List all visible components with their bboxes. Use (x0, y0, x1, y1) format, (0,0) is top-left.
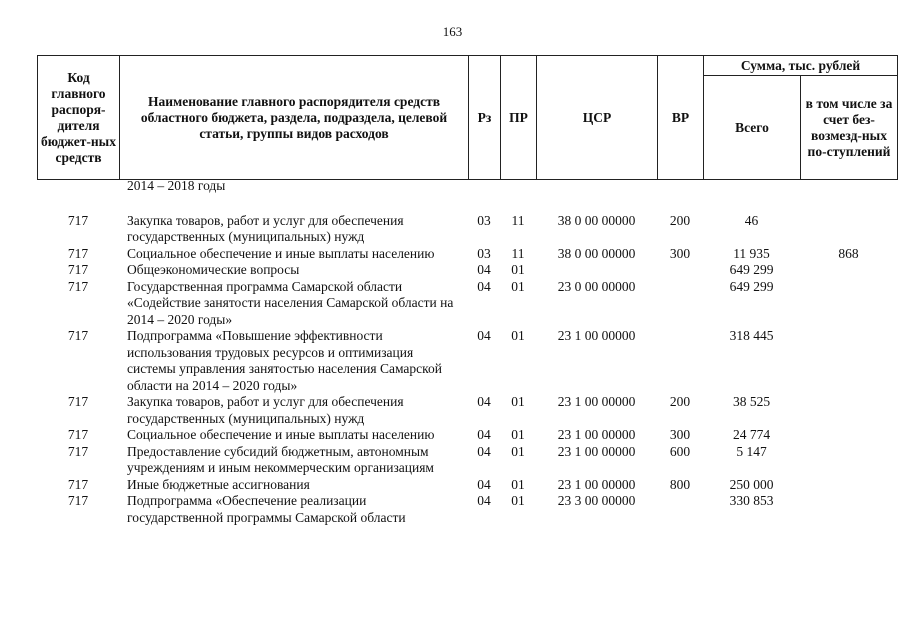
row-grants (800, 444, 897, 477)
row-pr: 01 (511, 443, 525, 459)
row-code: 717 (67, 245, 89, 261)
row-name: Закупка товаров, работ и услуг для обеспечения государственных (муниципальных) нужд (127, 394, 404, 426)
row-code: 717 (67, 493, 89, 508)
row-pr: 01 (511, 476, 525, 492)
row-grants (800, 493, 897, 526)
row-name: Социальное обеспечение и иные выплаты населению (127, 427, 435, 442)
row-rz: 04 (477, 394, 491, 409)
row-name: Иные бюджетные ассигнования (127, 476, 310, 492)
row-rz: 04 (477, 262, 491, 277)
row-pr: 01 (511, 278, 525, 294)
table-row (37, 394, 897, 427)
row-vr (657, 262, 703, 279)
table-row (37, 493, 897, 526)
row-total: 38 525 (732, 394, 771, 409)
row-total: 11 935 (733, 245, 770, 261)
header-grants: в том числе за счет без-возмезд-ных по-ступлений (801, 76, 898, 180)
row-vr (657, 279, 703, 329)
row-code: 717 (67, 394, 89, 409)
header-vr: ВР (658, 56, 704, 180)
row-name: Подпрограмма «Повышение эффективности использования трудовых ресурсов и оптимизация системы управления занятостью населения Самарской области на 2014 – 2020 годы» (127, 328, 442, 393)
row-csr: 23 1 00 00000 (557, 476, 636, 492)
row-name: Закупка товаров, работ и услуг для обеспечения государственных (муниципальных) нужд (127, 212, 404, 244)
row-total: 318 445 (729, 328, 774, 343)
row-total: 24 774 (732, 427, 771, 442)
row-name: Государственная программа Самарской области «Содействие занятости населения Самарской области на 2014 – 2020 годы» (127, 278, 454, 327)
header-code: Код главного распоря-дителя бюджет-ных средств (38, 56, 120, 180)
row-code: 717 (67, 427, 89, 442)
row-total: 649 299 (729, 262, 774, 277)
table-row (37, 262, 897, 279)
row-pr: 01 (511, 493, 525, 508)
row-grants (800, 262, 897, 279)
row-grants (800, 328, 897, 394)
row-total: 46 (744, 212, 759, 228)
row-pr: 01 (511, 427, 525, 442)
budget-table (37, 178, 897, 526)
table-row (37, 427, 897, 444)
continuation-text: 2014 – 2018 годы (127, 178, 226, 193)
row-vr: 200 (669, 394, 691, 409)
row-code: 717 (67, 476, 89, 492)
table-row (37, 213, 897, 246)
row-vr (657, 493, 703, 526)
row-vr: 300 (669, 427, 691, 442)
row-csr: 23 1 00 00000 (557, 443, 636, 459)
row-grants (800, 394, 897, 427)
row-vr: 800 (669, 476, 691, 492)
header-name: Наименование главного распорядителя средств областного бюджета, раздела, подраздела, целевой статьи, группы видов расходов (120, 56, 469, 180)
row-grants (800, 477, 897, 494)
row-pr: 11 (511, 212, 525, 228)
row-csr: 38 0 00 00000 (557, 245, 636, 261)
row-total: 330 853 (729, 493, 774, 508)
row-rz: 03 (477, 212, 491, 228)
row-rz: 04 (477, 328, 491, 343)
table-row (37, 279, 897, 329)
header-rz: Рз (469, 56, 501, 180)
row-grants: 868 (838, 245, 859, 261)
row-csr: 23 0 00 00000 (557, 278, 636, 294)
table-row (37, 444, 897, 477)
row-vr (657, 328, 703, 394)
row-grants (800, 427, 897, 444)
row-csr: 23 1 00 00000 (557, 394, 636, 409)
row-name: Общеэкономические вопросы (127, 262, 300, 277)
row-rz: 04 (477, 278, 491, 294)
row-code: 717 (67, 328, 89, 343)
row-pr: 01 (511, 328, 525, 343)
row-name: Социальное обеспечение и иные выплаты населению (127, 245, 435, 261)
spacer-row (37, 195, 897, 213)
continuation-row (37, 178, 897, 195)
table-header (37, 55, 898, 180)
row-pr: 11 (511, 245, 525, 261)
row-csr: 38 0 00 00000 (557, 212, 636, 228)
row-pr: 01 (511, 262, 525, 277)
row-total: 649 299 (729, 278, 774, 294)
table-row (37, 477, 897, 494)
row-vr: 200 (669, 212, 691, 228)
table-row (37, 328, 897, 394)
row-rz: 04 (477, 443, 491, 459)
row-rz: 04 (477, 476, 491, 492)
row-csr (536, 262, 657, 279)
page-number: 163 (442, 24, 463, 39)
row-grants (800, 213, 897, 246)
header-pr: ПР (501, 56, 537, 180)
row-name: Подпрограмма «Обеспечение реализации государственной программы Самарской области (127, 493, 406, 525)
row-pr: 01 (511, 394, 525, 409)
row-csr: 23 1 00 00000 (557, 427, 636, 442)
row-total: 250 000 (729, 476, 774, 492)
row-total: 5 147 (736, 443, 767, 459)
row-rz: 04 (477, 493, 491, 508)
row-code: 717 (67, 443, 89, 459)
row-grants (800, 279, 897, 329)
table-row (37, 246, 897, 263)
header-sum: Сумма, тыс. рублей (704, 56, 898, 76)
row-name: Предоставление субсидий бюджетным, автономным учреждениям и иным некоммерческим организациям (127, 443, 434, 475)
row-code: 717 (67, 278, 89, 294)
row-csr: 23 3 00 00000 (557, 493, 636, 508)
header-csr: ЦСР (537, 56, 658, 180)
row-vr: 300 (669, 245, 691, 261)
row-csr: 23 1 00 00000 (557, 328, 636, 343)
row-code: 717 (67, 212, 89, 228)
row-code: 717 (67, 262, 89, 277)
header-total: Всего (704, 76, 801, 180)
row-rz: 03 (477, 245, 491, 261)
row-rz: 04 (477, 427, 491, 442)
row-vr: 600 (669, 443, 691, 459)
